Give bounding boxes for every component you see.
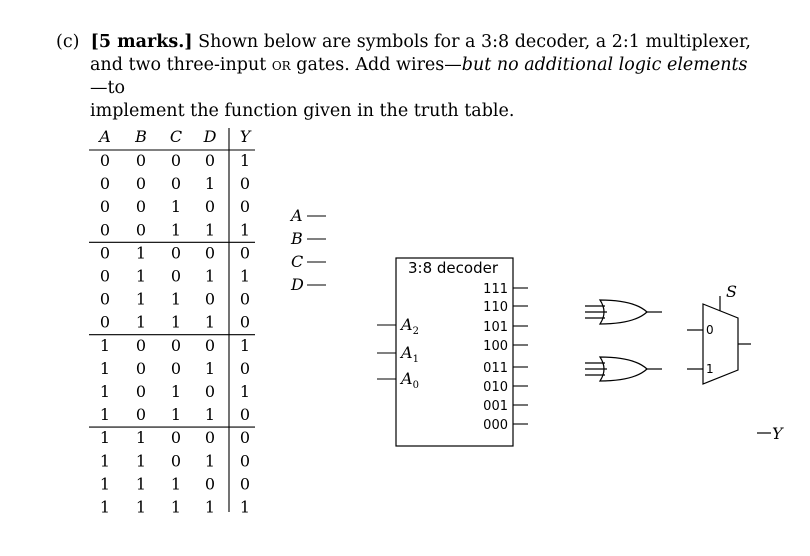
table-cell: 1 — [135, 289, 147, 309]
table-cell: 0 — [239, 243, 251, 263]
table-cell: 0 — [170, 243, 182, 263]
table-cell: 0 — [99, 174, 111, 194]
table-header: Y — [239, 127, 251, 146]
table-cell: 1 — [170, 497, 182, 517]
table-cell: 1 — [239, 151, 251, 170]
table-cell: 1 — [170, 289, 182, 309]
mux-in0-label: 0 — [706, 323, 714, 337]
table-cell: 0 — [204, 382, 216, 401]
table-cell: 1 — [135, 451, 147, 471]
table-cell: 1 — [170, 474, 182, 494]
mux-select-label: S — [726, 282, 737, 301]
decoder-output-label: 100 — [483, 339, 508, 354]
output-label: Y — [772, 424, 783, 443]
table-cell: 0 — [99, 197, 111, 217]
marks-label: [5 marks.] — [90, 32, 193, 52]
table-cell: 0 — [135, 174, 147, 194]
table-cell: 1 — [170, 312, 182, 332]
table-cell: 0 — [99, 312, 111, 332]
table-cell: 1 — [204, 451, 216, 471]
question-text-2a: and two three-input — [90, 55, 272, 75]
table-cell: 0 — [135, 197, 147, 217]
table-cell: 0 — [99, 151, 111, 170]
table-cell: 0 — [204, 474, 216, 494]
table-cell: 0 — [170, 428, 182, 448]
table-cell: 1 — [204, 220, 216, 240]
table-cell: 0 — [239, 451, 251, 471]
decoder-output-label: 010 — [483, 380, 508, 395]
table-cell: 1 — [99, 358, 111, 378]
decoder-output-label: 001 — [483, 399, 508, 414]
or-gate-1 — [585, 300, 662, 324]
table-header: D — [203, 127, 217, 146]
table-cell: 0 — [99, 289, 111, 309]
decoder-select-label: $A_2$ — [401, 315, 419, 337]
table-cell: 1 — [135, 266, 147, 286]
table-cell: 1 — [204, 358, 216, 378]
mux-2-1 — [687, 282, 751, 384]
table-cell: 1 — [170, 220, 182, 240]
table-cell: 0 — [135, 358, 147, 378]
table-header: B — [135, 127, 147, 146]
table-cell: 0 — [204, 428, 216, 448]
table-cell: 1 — [204, 312, 216, 332]
table-cell: 1 — [135, 243, 147, 263]
decoder-3-8 — [377, 258, 528, 446]
table-cell: 1 — [239, 335, 251, 355]
table-cell: 1 — [204, 174, 216, 194]
table-cell: 0 — [135, 335, 147, 355]
table-header: C — [169, 127, 183, 146]
table-cell: 1 — [99, 474, 111, 494]
or-gates — [585, 300, 662, 381]
table-cell: 1 — [239, 382, 251, 401]
question-text-2b: gates. Add wires— — [290, 55, 462, 75]
output-y — [757, 424, 784, 443]
emphasis-text: but no additional logic elements — [461, 55, 748, 75]
table-cell: 1 — [204, 497, 216, 517]
table-cell: 0 — [170, 266, 182, 286]
table-cell: 0 — [135, 151, 147, 170]
table-header: A — [99, 127, 111, 146]
input-label-a: A — [291, 206, 303, 225]
table-cell: 0 — [239, 474, 251, 494]
table-cell: 0 — [204, 289, 216, 309]
table-cell: 0 — [239, 312, 251, 332]
table-cell: 1 — [99, 335, 111, 355]
table-cell: 0 — [135, 405, 147, 425]
table-cell: 0 — [239, 358, 251, 378]
truth-table — [89, 127, 255, 517]
table-cell: 1 — [170, 197, 182, 217]
table-cell: 0 — [135, 220, 147, 240]
question-text-3: implement the function given in the truth table. — [90, 101, 515, 121]
table-cell: 1 — [204, 266, 216, 286]
table-cell: 0 — [170, 151, 182, 170]
mux-in1-label: 1 — [706, 362, 714, 376]
input-labels — [289, 206, 326, 294]
or-gate-2 — [585, 357, 662, 381]
table-cell: 1 — [99, 451, 111, 471]
table-cell: 1 — [99, 382, 111, 401]
table-cell: 0 — [170, 174, 182, 194]
or-word: or — [271, 55, 291, 75]
decoder-output-label: 111 — [483, 282, 508, 297]
table-cell: 0 — [135, 382, 147, 401]
table-cell: 0 — [239, 289, 251, 309]
table-cell: 0 — [99, 220, 111, 240]
decoder-select-label: $A_0$ — [401, 369, 419, 391]
input-label-c: C — [291, 252, 304, 271]
table-cell: 1 — [239, 220, 251, 240]
table-cell: 1 — [239, 266, 251, 286]
table-cell: 0 — [204, 335, 216, 355]
table-cell: 1 — [99, 428, 111, 448]
table-cell: 0 — [239, 174, 251, 194]
table-cell: 1 — [204, 405, 216, 425]
table-cell: 0 — [239, 428, 251, 448]
table-cell: 1 — [135, 497, 147, 517]
table-cell: 0 — [99, 266, 111, 286]
table-cell: 0 — [170, 335, 182, 355]
table-cell: 0 — [239, 405, 251, 425]
table-cell: 1 — [99, 497, 111, 517]
decoder-output-label: 101 — [483, 320, 508, 335]
input-label-d: D — [291, 275, 304, 294]
question-part: (c) — [56, 32, 80, 52]
table-cell: 1 — [99, 405, 111, 425]
input-label-b: B — [291, 229, 303, 248]
table-cell: 1 — [170, 382, 182, 401]
table-cell: 0 — [99, 243, 111, 263]
decoder-select-label: $A_1$ — [401, 343, 419, 365]
decoder-title: 3:8 decoder — [408, 259, 498, 277]
table-cell: 0 — [204, 197, 216, 217]
decoder-output-label: 000 — [483, 418, 508, 433]
decoder-output-label: 011 — [483, 361, 508, 376]
table-cell: 1 — [135, 312, 147, 332]
table-cell: 1 — [170, 405, 182, 425]
table-cell: 1 — [135, 474, 147, 494]
table-cell: 0 — [204, 243, 216, 263]
table-cell: 0 — [170, 358, 182, 378]
table-cell: 1 — [239, 497, 251, 517]
table-cell: 0 — [170, 451, 182, 471]
question-text-1: Shown below are symbols for a 3:8 decoder, a 2:1 multiplexer, — [192, 32, 751, 52]
question-text-2d: —to — [90, 78, 126, 98]
table-cell: 0 — [204, 151, 216, 170]
table-cell: 1 — [135, 428, 147, 448]
decoder-output-label: 110 — [483, 300, 508, 315]
table-cell: 0 — [239, 197, 251, 217]
